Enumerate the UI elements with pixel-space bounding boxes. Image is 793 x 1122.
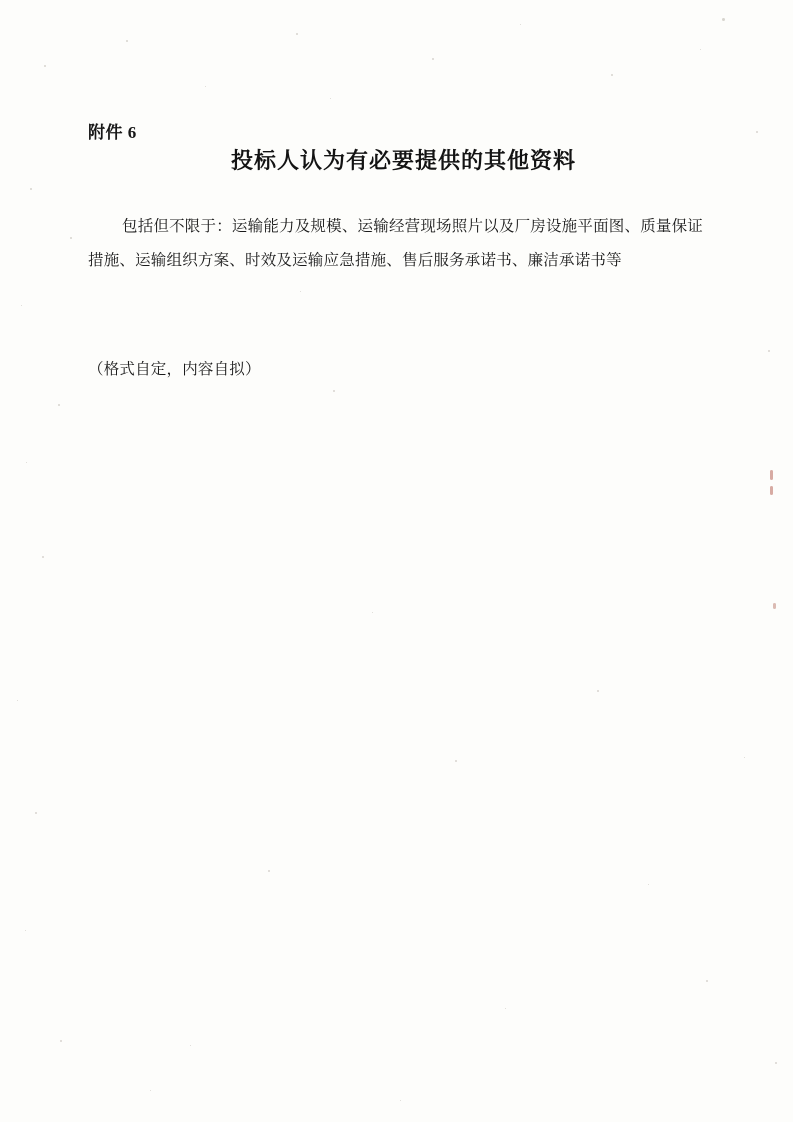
edge-mark-1 <box>770 470 773 480</box>
edge-mark-2 <box>770 486 773 495</box>
format-note: （格式自定，内容自拟） <box>88 361 261 378</box>
body-text-block <box>88 210 703 278</box>
note-block <box>88 355 703 385</box>
edge-mark-3 <box>773 603 776 609</box>
attachment-label: 附件 6 <box>88 123 137 142</box>
page-title: 投标人认为有必要提供的其他资料 <box>230 148 576 173</box>
body-paragraph: 包括但不限于：运输能力及规模、运输经营现场照片以及厂房设施平面图、质量保证措施、运输组织方案、时效及运输应急措施、售后服务承诺书、廉洁承诺书等 <box>88 218 703 269</box>
